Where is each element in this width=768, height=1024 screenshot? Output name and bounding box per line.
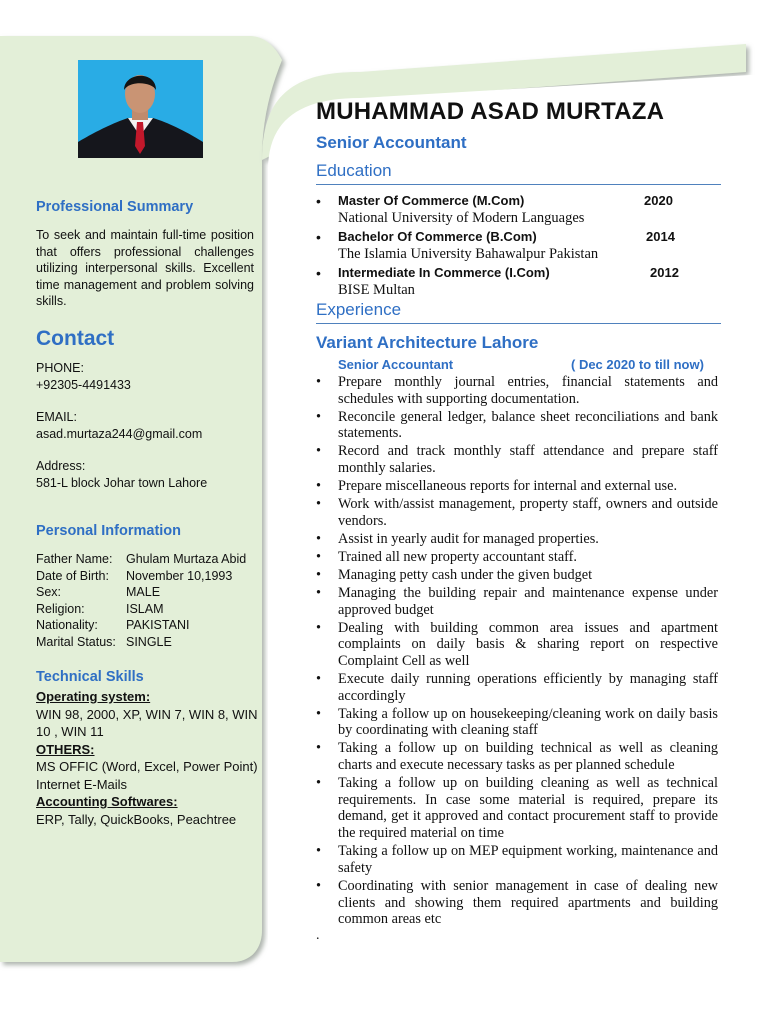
job-title: Senior Accountant — [316, 133, 467, 152]
personal-key: Marital Status: — [36, 634, 116, 649]
duty-item: • Taking a follow up on building cleaning as well as technical requirements. In case some material is required, prepare its demand, get it approved and contact procurement staff to provide the required material on time — [316, 775, 718, 842]
personal-key: Nationality: — [36, 618, 98, 632]
others-label: OTHERS: — [36, 741, 95, 757]
role-title: Senior Accountant — [338, 357, 454, 372]
institution: BISE Multan — [338, 282, 415, 298]
education-list — [316, 193, 716, 299]
role-period: ( Dec 2020 to till now) — [571, 357, 704, 372]
duty-item: • Assist in yearly audit for managed properties. — [316, 531, 718, 548]
candidate-name: MUHAMMAD ASAD MURTAZA — [316, 98, 665, 125]
bullet-icon: • — [316, 193, 321, 209]
duty-item: • Execute daily running operations efficiently by managing staff accordingly — [316, 671, 718, 704]
institution: The Islamia University Bahawalpur Pakistan — [338, 246, 599, 262]
duty-item: • Trained all new property accountant staff. — [316, 549, 718, 566]
education-rule — [316, 184, 721, 185]
personal-row — [36, 551, 254, 568]
degree: Intermediate In Commerce (I.Com) — [338, 265, 550, 280]
personal-heading: Personal Information — [36, 523, 182, 539]
duty-item: • Prepare monthly journal entries, financial statements and schedules with supporting documentation. — [316, 374, 718, 407]
personal-row — [36, 568, 254, 585]
personal-key: Sex: — [36, 585, 62, 599]
personal-row — [36, 584, 254, 601]
duty-item: • Taking a follow up on MEP equipment working, maintenance and safety — [316, 843, 718, 876]
email-label: EMAIL: — [36, 410, 77, 424]
duty-item: • Taking a follow up on housekeeping/cleaning work on daily basis by coordinating with cleaning staff — [316, 706, 718, 739]
os-label: Operating system: — [36, 689, 151, 704]
education-item — [316, 229, 716, 246]
others-text: MS OFFIC (Word, Excel, Power Point) Internet E-Mails — [36, 759, 258, 792]
email-value: asad.murtaza244@gmail.com — [36, 427, 203, 441]
skills-block — [36, 688, 258, 828]
duty-item: • Managing petty cash under the given budget — [316, 567, 718, 584]
personal-value: ISLAM — [126, 601, 164, 616]
accounting-label: Accounting Softwares: — [36, 794, 178, 809]
company-name: Variant Architecture Lahore — [316, 333, 539, 352]
personal-row — [36, 617, 254, 634]
personal-row — [36, 601, 254, 618]
summary-text: To seek and maintain full-time position that offers professional challenges utilizing interpersonal skills. Excellent time management and problem solving skills. — [36, 228, 254, 308]
education-item — [316, 193, 716, 210]
personal-row — [36, 634, 254, 651]
duty-item: • Managing the building repair and maintenance expense under approved budget — [316, 585, 718, 618]
experience-rule — [316, 323, 721, 324]
bullet-icon: • — [316, 265, 321, 281]
address-value: 581-L block Johar town Lahore — [36, 476, 208, 490]
contact-heading: Contact — [36, 327, 115, 350]
duty-item: • Reconcile general ledger, balance sheet reconciliations and bank statements. — [316, 409, 718, 442]
education-heading: Education — [316, 161, 392, 180]
personal-info-list — [36, 551, 254, 650]
personal-key: Father Name: — [36, 552, 113, 566]
degree: Bachelor Of Commerce (B.Com) — [338, 229, 537, 244]
duty-item: • Record and track monthly staff attendance and prepare staff monthly salaries. — [316, 443, 718, 476]
degree-year: 2012 — [650, 265, 679, 280]
institution: National University of Modern Languages — [338, 210, 585, 226]
phone-label: PHONE: — [36, 361, 84, 375]
personal-value: MALE — [126, 585, 161, 599]
accounting-text: ERP, Tally, QuickBooks, Peachtree — [36, 811, 237, 827]
degree-year: 2014 — [646, 229, 675, 244]
education-item — [316, 265, 716, 282]
personal-key: Religion: — [36, 601, 85, 616]
phone-value: +92305-4491433 — [36, 378, 131, 392]
personal-value: SINGLE — [126, 634, 172, 649]
skills-heading: Technical Skills — [36, 669, 144, 685]
personal-value: Ghulam Murtaza Abid — [126, 552, 247, 566]
duty-item: • Prepare miscellaneous reports for internal and external use. — [316, 478, 718, 495]
address-label: Address: — [36, 459, 86, 473]
duties-list — [316, 374, 718, 929]
duty-item: • Work with/assist management, property staff, owners and outside vendors. — [316, 496, 718, 529]
degree-year: 2020 — [644, 193, 673, 208]
duty-item: • Dealing with building common area issues and apartment complaints on daily basis & sharing report on respective Complaint Cell as well — [316, 620, 718, 670]
duty-item: • Taking a follow up on building technical as well as cleaning charts and execute necessary tasks as per planned schedule — [316, 740, 718, 773]
personal-value: PAKISTANI — [126, 618, 190, 632]
duty-item: • Coordinating with senior management in case of dealing new clients and showing them required apartments and building common areas etc — [316, 878, 718, 928]
os-text: WIN 98, 2000, XP, WIN 7, WIN 8, WIN 10 , WIN 11 — [36, 706, 258, 739]
summary-heading: Professional Summary — [36, 199, 194, 215]
experience-heading: Experience — [316, 300, 402, 319]
degree: Master Of Commerce (M.Com) — [338, 193, 525, 208]
personal-value: November 10,1993 — [126, 568, 233, 583]
trailing-dot: . — [316, 928, 320, 943]
profile-photo — [78, 60, 203, 158]
personal-key: Date of Birth: — [36, 568, 109, 583]
bullet-icon: • — [316, 229, 321, 245]
